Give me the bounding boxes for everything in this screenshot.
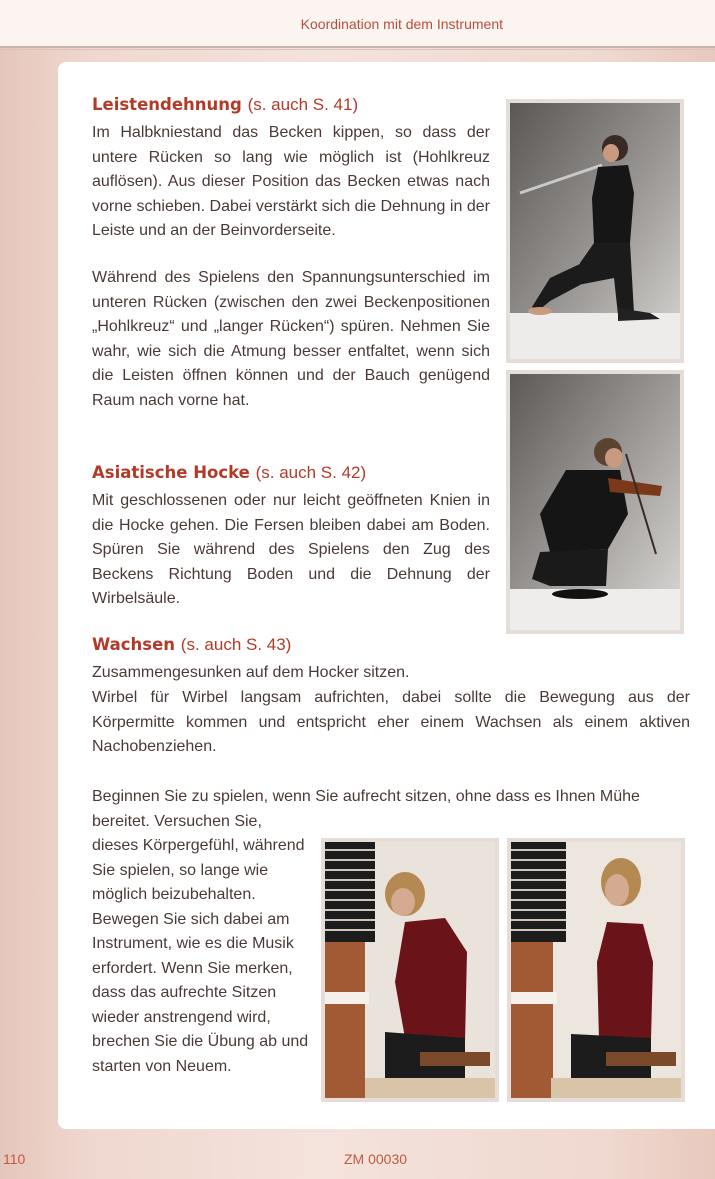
heading-text: Leistendehnung — [92, 95, 242, 114]
sitting-upright-photo — [507, 838, 685, 1102]
paragraph: Zusammengesunken auf dem Hocker sitzen. — [92, 664, 410, 681]
heading-wachsen — [92, 635, 291, 655]
heading-text: Wachsen — [92, 635, 176, 654]
paragraph-text: Beginnen Sie zu spielen, wenn Sie aufrecht sitzen, ohne dass es Ihnen Mühe bereitet. Versuchen Sie, dieses Körpergefühl, während Sie spielen, so lange wie möglich beizubehalten. Bewegen Sie sich dabei am Instrument, wie es die Musik erfordert. Wenn Sie merken, dass das aufrechte Sitzen wieder anstrengend wird, brechen Sie die Übung ab und starten von Neuem. — [92, 788, 640, 1075]
paragraph: Wirbel für Wirbel langsam aufrichten, dabei sollte die Bewegung aus der Körpermitte kommen und entspricht eher einem Wachsen als einem aktiven Nachobenziehen. — [92, 689, 690, 755]
heading-leistendehnung — [92, 95, 358, 115]
paragraph: Mit geschlossenen oder nur leicht geöffneten Knien in die Hocke gehen. Die Fersen bleiben dabei am Boden. Spüren Sie während des Spielens den Zug des Beckens Richtung Boden und die Dehnung der Wirbelsäule. — [92, 492, 490, 607]
heading-asiatische-hocke — [92, 463, 366, 483]
paragraph: Während des Spielens den Spannungsunterschied im unteren Rücken (zwischen den zwei Beckenpositionen „Hohlkreuz“ und „langer Rücken“) spüren. Nehmen Sie wahr, wie sich die Atmung besser entfaltet, wenn sich die Leisten öffnen können und der Bauch genügend Raum nach vorne hat. — [92, 269, 490, 409]
page-reference: (s. auch S. 41) — [247, 95, 359, 114]
running-title: Koordination mit dem Instrument — [300, 16, 503, 32]
page-reference: (s. auch S. 42) — [255, 463, 367, 482]
page-header — [0, 0, 715, 48]
publisher-code: ZM 00030 — [344, 1151, 408, 1167]
paragraph: Im Halbkniestand das Becken kippen, so dass der untere Rücken so lang wie möglich ist (Hohlkreuz auflösen). Aus dieser Position das Becken etwas nach vorne schieben. Dabei verstärkt sich die Dehnung in der Leiste und an der Beinvorderseite. — [92, 124, 490, 239]
flutist-kneeling-photo — [506, 99, 684, 363]
page-reference: (s. auch S. 43) — [180, 635, 292, 654]
page-number: 110 — [3, 1151, 26, 1167]
violinist-squatting-photo — [506, 370, 684, 634]
sitting-slumped-photo — [321, 838, 499, 1102]
heading-text: Asiatische Hocke — [92, 463, 250, 482]
header-rule — [0, 49, 715, 50]
